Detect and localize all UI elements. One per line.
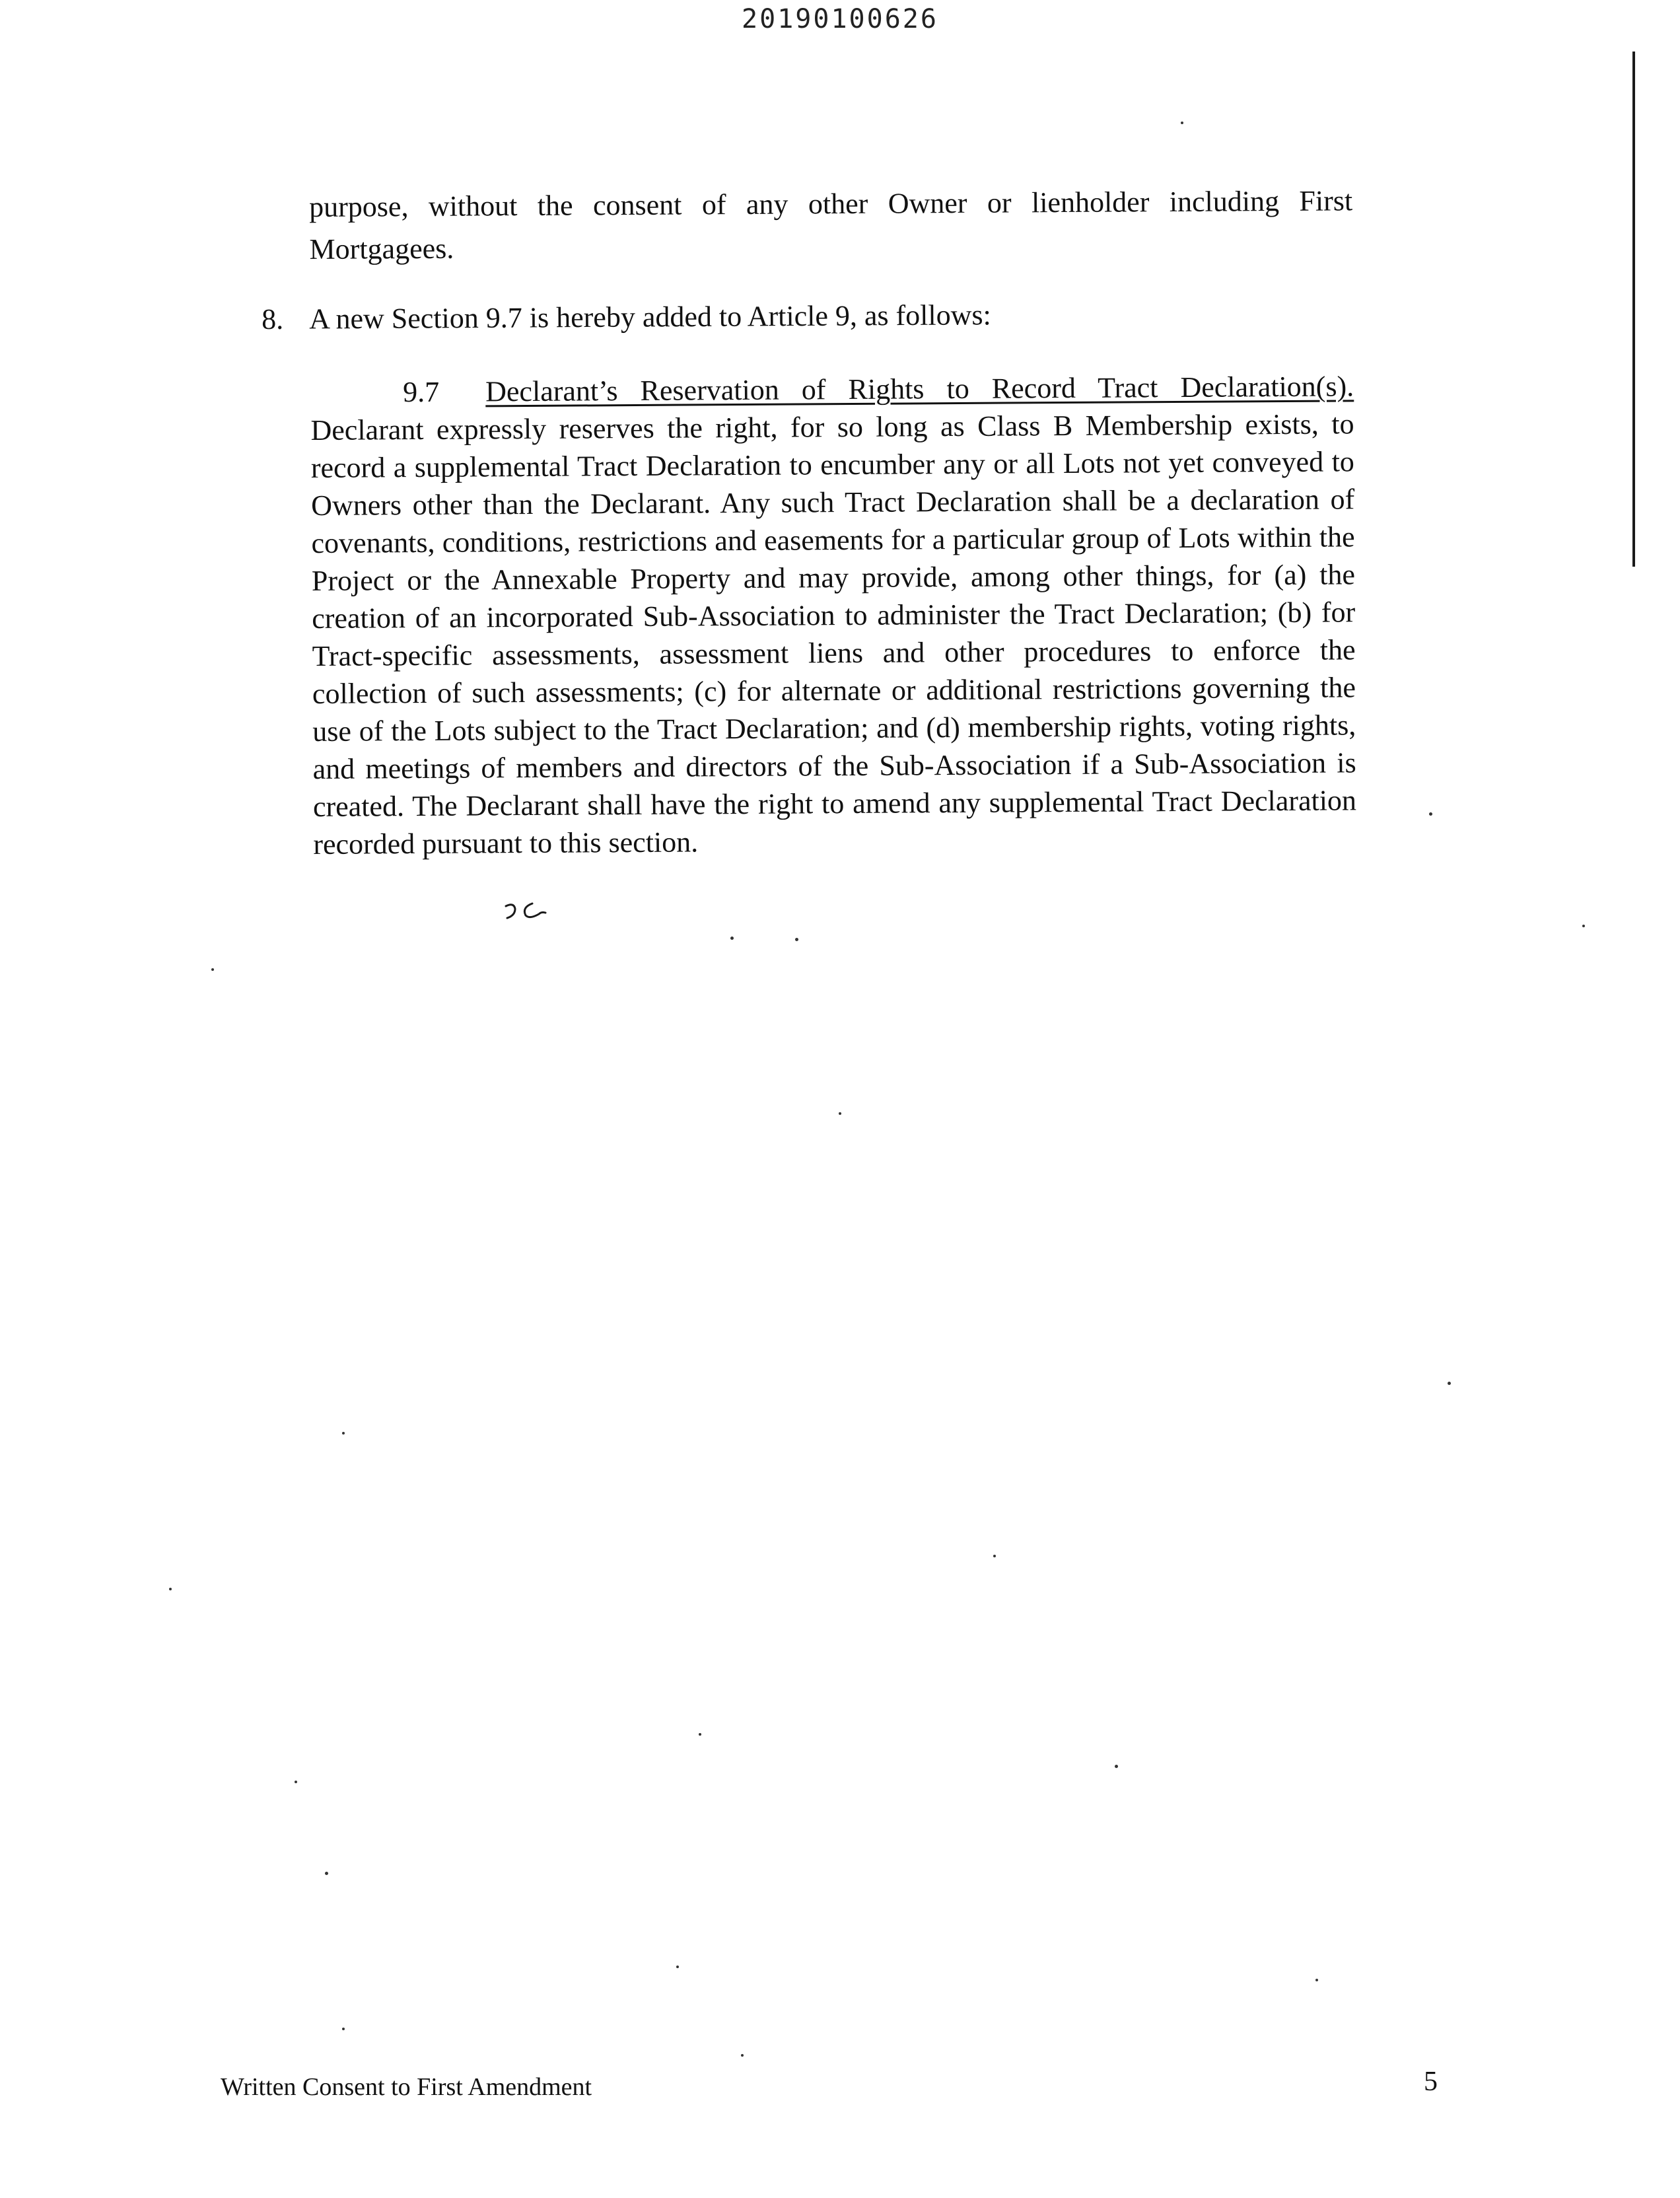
scan-speck bbox=[741, 2054, 744, 2057]
scan-speck bbox=[325, 1872, 328, 1875]
scan-speck bbox=[795, 938, 798, 941]
scan-speck bbox=[730, 937, 734, 940]
recording-number: 20190100626 bbox=[742, 4, 938, 34]
scan-speck bbox=[1448, 1382, 1451, 1385]
scan-speck bbox=[1115, 1765, 1118, 1768]
scan-speck bbox=[342, 2028, 345, 2030]
scan-speck bbox=[295, 1781, 297, 1783]
scan-speck bbox=[1315, 1979, 1318, 1981]
scan-speck bbox=[211, 968, 214, 971]
footer-page-number: 5 bbox=[1424, 2067, 1438, 2097]
scan-speck bbox=[839, 1112, 841, 1115]
item-8 bbox=[262, 292, 1358, 341]
continuation-paragraph: purpose, without the consent of any other Owner or lienholder including First Mortgagees. bbox=[309, 184, 1353, 266]
scan-speck bbox=[342, 1432, 345, 1435]
handwritten-initials-icon bbox=[502, 893, 555, 925]
item-8-text: A new Section 9.7 is hereby added to Article 9, as follows: bbox=[309, 299, 991, 336]
scan-speck bbox=[993, 1555, 996, 1557]
scan-speck bbox=[169, 1588, 172, 1590]
section-9-7-number: 9.7 bbox=[403, 375, 440, 409]
scan-speck bbox=[699, 1733, 701, 1736]
scan-speck bbox=[1181, 122, 1183, 124]
section-9-7-body: Declarant expressly reserves the right, for so long as Class B Membership exists, to record a supplemental Tract Declaration to encumber any or all Lots not yet conveyed to Owners other than the Declarant. Any such Tract Declaration shall be a declaration of covenants, conditions, restrictions and easements for a particular group of Lots within the Project or the Annexable Property and may provide, among other things, for (a) the creation of an incorporated Sub-Association to administer the Tract Declaration; (b) for Tract-specific assessments, assessment liens and other procedures to enforce the collection of such assessments; (c) for alternate or additional restrictions governing the use of the Lots subject to the Tract Declaration; and (d) membership rights, voting rights, and meetings of members and directors of the Sub-Association if a Sub-Association is created. The Declarant shall have the right to amend any supplemental Tract Declaration recorded pursuant to this section. bbox=[310, 408, 1357, 861]
scan-speck bbox=[676, 1966, 679, 1968]
scan-speck bbox=[1582, 925, 1585, 927]
margin-rule bbox=[1632, 52, 1635, 567]
scan-speck bbox=[1429, 812, 1432, 816]
section-9-7-title: Declarant’s Reservation of Rights to Record Tract Declaration(s). bbox=[485, 370, 1354, 408]
footer-document-title: Written Consent to First Amendment bbox=[221, 2073, 592, 2101]
section-9-7 bbox=[310, 367, 1356, 863]
item-8-number: 8. bbox=[262, 302, 284, 336]
